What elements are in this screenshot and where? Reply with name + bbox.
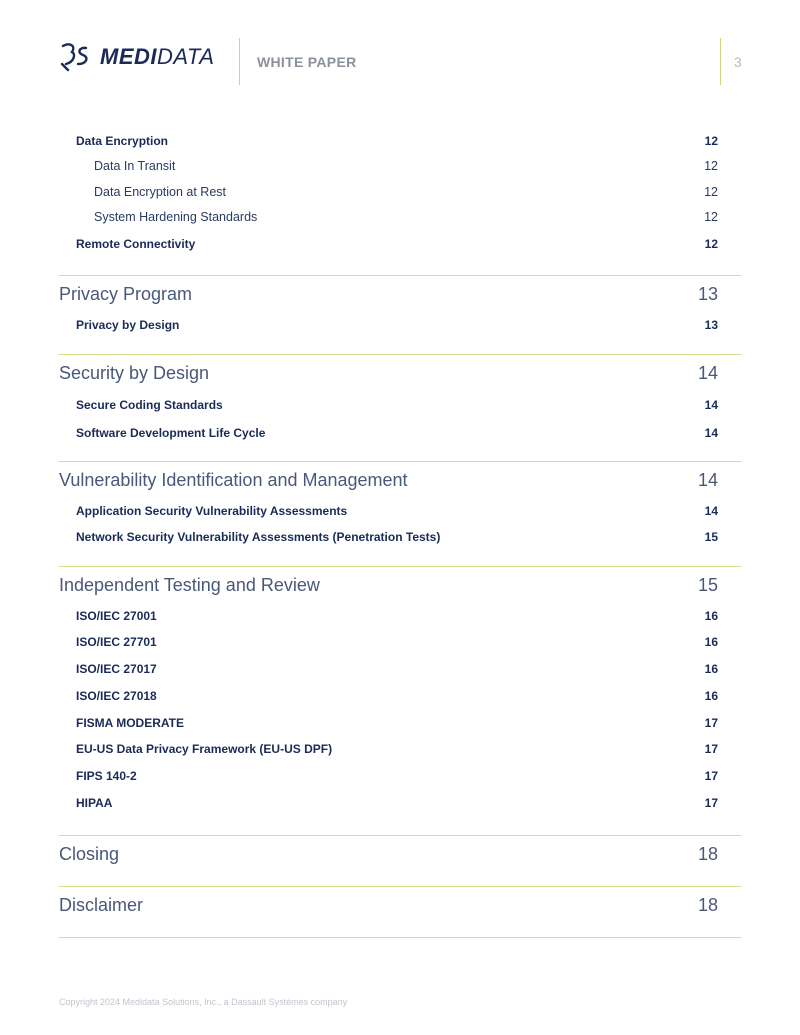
toc-entry[interactable]: Application Security Vulnerability Assessments 14	[76, 503, 718, 518]
toc-entry[interactable]: FISMA MODERATE 17	[76, 715, 718, 730]
medidata-logo	[60, 41, 214, 73]
page-number: 3	[734, 54, 742, 70]
toc-entry[interactable]: FIPS 140-2 17	[76, 769, 718, 784]
toc-entry[interactable]: System Hardening Standards 12	[94, 210, 718, 224]
toc-entry[interactable]: Privacy by Design 13	[76, 317, 718, 332]
toc-section[interactable]: Vulnerability Identification and Management 14	[59, 461, 741, 498]
toc-entry[interactable]: ISO/IEC 27001 16	[76, 608, 718, 623]
toc-section[interactable]: Privacy Program 13	[59, 275, 741, 312]
table-of-contents	[59, 128, 741, 938]
toc-entry[interactable]: Network Security Vulnerability Assessments (Penetration Tests) 15	[76, 529, 718, 544]
toc-section[interactable]: Independent Testing and Review 15	[59, 566, 741, 603]
brand-wordmark: MEDIDATA	[100, 44, 215, 69]
toc-entry[interactable]: ISO/IEC 27018 16	[76, 688, 718, 703]
toc-entry[interactable]: HIPAA 17	[76, 796, 718, 811]
header-divider	[239, 38, 240, 85]
toc-section[interactable]: Security by Design 14	[59, 354, 741, 391]
header-divider	[720, 38, 721, 85]
3ds-logo-icon	[60, 42, 94, 72]
copyright-footer: Copyright 2024 Medidata Solutions, Inc., a Dassault Systèmes company	[59, 997, 348, 1007]
toc-entry[interactable]: Secure Coding Standards 14	[76, 397, 718, 412]
toc-entry[interactable]: Remote Connectivity 12	[76, 236, 718, 251]
toc-section[interactable]: Closing 18	[59, 835, 741, 886]
toc-entry[interactable]: EU-US Data Privacy Framework (EU-US DPF) 17	[76, 742, 718, 757]
divider	[59, 937, 741, 938]
toc-entry[interactable]: Data Encryption 12	[76, 134, 718, 148]
document-type: WHITE PAPER	[257, 54, 357, 70]
toc-entry[interactable]: Data Encryption at Rest 12	[94, 184, 718, 199]
toc-entry[interactable]: Data In Transit 12	[94, 159, 718, 173]
toc-entry[interactable]: Software Development Life Cycle 14	[76, 425, 718, 440]
toc-entry[interactable]: ISO/IEC 27017 16	[76, 662, 718, 677]
toc-entry[interactable]: ISO/IEC 27701 16	[76, 635, 718, 650]
page-header	[0, 0, 800, 100]
toc-section[interactable]: Disclaimer 18	[59, 886, 741, 937]
